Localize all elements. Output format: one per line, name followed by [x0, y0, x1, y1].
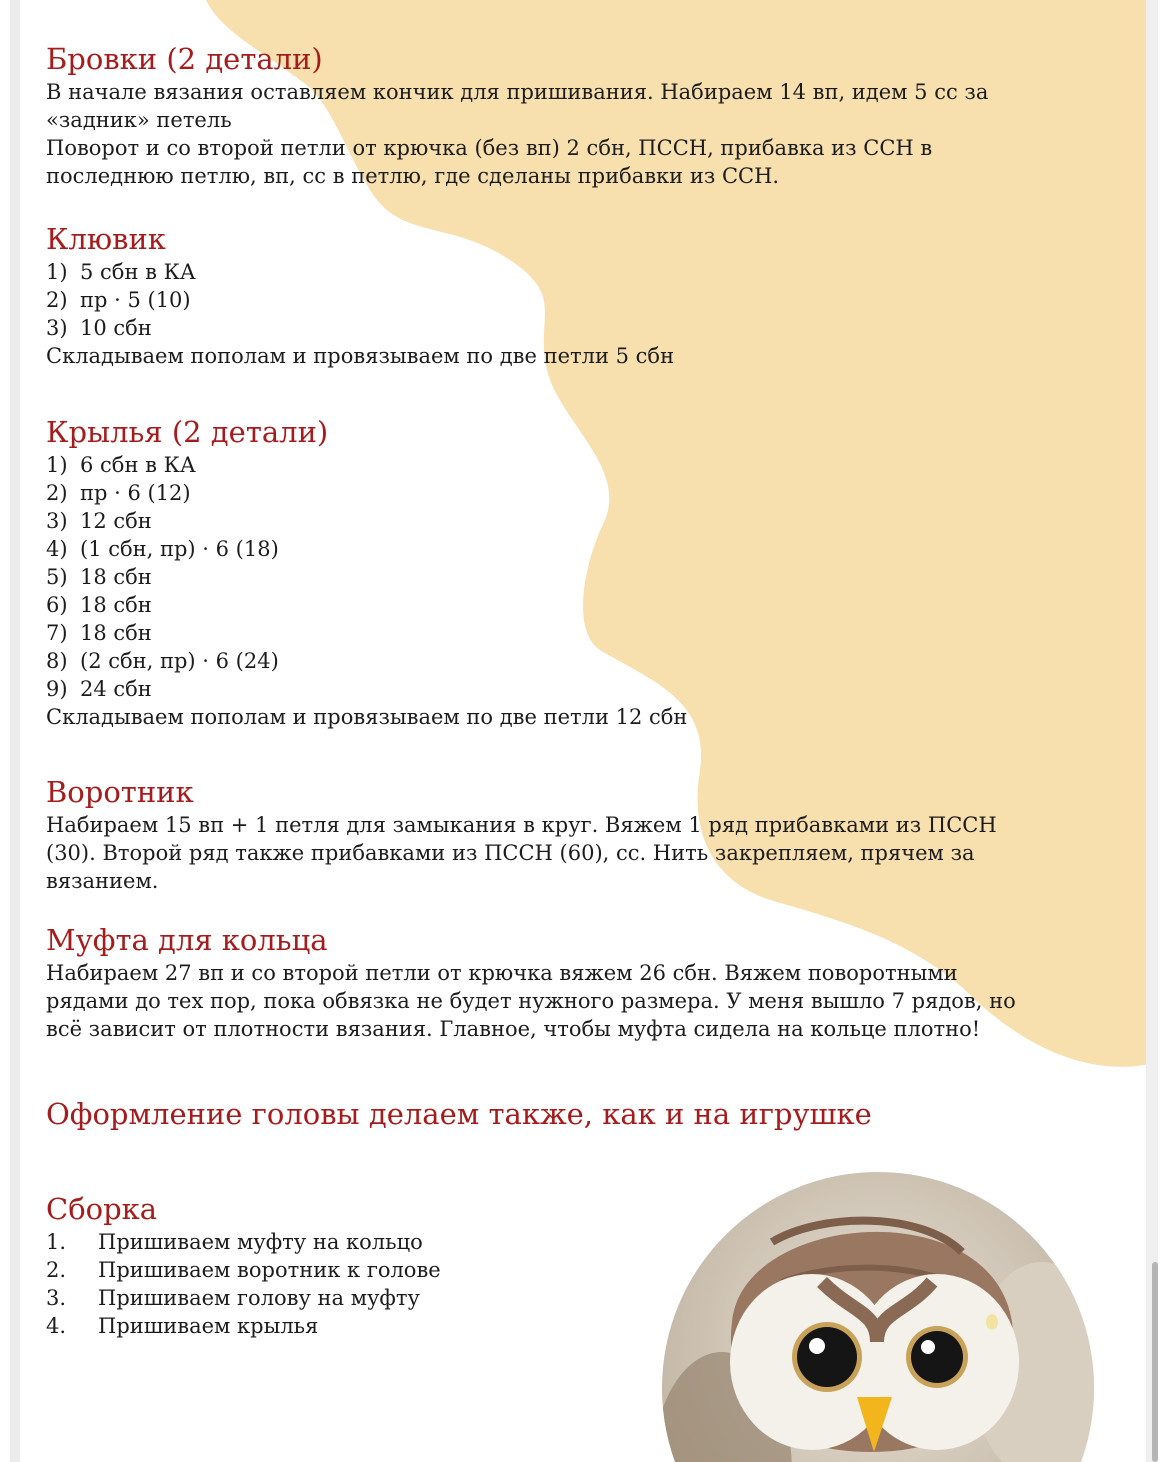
list-item: 1. Пришиваем муфту на кольцо — [46, 1230, 423, 1254]
brows-text-1: В начале вязания оставляем кончик для пришивания. Набираем 14 вп, идем 5 сс за — [46, 80, 989, 104]
list-item: 3. Пришиваем голову на муфту — [46, 1286, 420, 1310]
list-item: 4. Пришиваем крылья — [46, 1314, 319, 1338]
section-title-assembly: Сборка — [46, 1192, 158, 1226]
wings-note: Складываем пополам и провязываем по две петли 12 сбн — [46, 705, 688, 729]
list-item: 3) 10 сбн — [46, 316, 152, 340]
wings-rows — [46, 451, 279, 703]
section-title-brows: Бровки (2 детали) — [46, 42, 323, 76]
sleeve-text-3: всё зависит от плотности вязания. Главное, чтобы муфта сидела на кольце плотно! — [46, 1017, 981, 1041]
scrollbar[interactable] — [1152, 1262, 1158, 1462]
brows-text-4: последнюю петлю, вп, сс в петлю, где сделаны прибавки из ССН. — [46, 164, 780, 188]
list-item: 2) пр · 6 (12) — [46, 481, 191, 505]
collar-text-2: (30). Второй ряд также прибавками из ПССН (60), сс. Нить закрепляем, прячем за — [46, 841, 975, 865]
list-item: 1) 6 сбн в КА — [46, 453, 196, 477]
section-title-head: Оформление головы делаем также, как и на игрушке — [46, 1097, 872, 1131]
section-title-wings: Крылья (2 детали) — [46, 415, 329, 449]
section-title-sleeve: Муфта для кольца — [46, 923, 328, 957]
list-item: 2) пр · 5 (10) — [46, 288, 191, 312]
list-item: 5) 18 сбн — [46, 565, 152, 589]
list-item: 6) 18 сбн — [46, 593, 152, 617]
list-item: 9) 24 сбн — [46, 677, 152, 701]
sleeve-text-2: рядами до тех пор, пока обвязка не будет нужного размера. У меня вышло 7 рядов, но — [46, 989, 1016, 1013]
collar-text-1: Набираем 15 вп + 1 петля для замыкания в круг. Вяжем 1 ряд прибавками из ПССН — [46, 813, 997, 837]
collar-text-3: вязанием. — [46, 869, 159, 893]
section-title-beak: Клювик — [46, 222, 166, 256]
list-item: 7) 18 сбн — [46, 621, 152, 645]
list-item: 3) 12 сбн — [46, 509, 152, 533]
beak-rows — [46, 258, 196, 342]
brows-text-2: «задник» петель — [46, 108, 232, 132]
document-page — [10, 0, 1158, 1462]
list-item: 2. Пришиваем воротник к голове — [46, 1258, 441, 1282]
list-item: 8) (2 сбн, пр) · 6 (24) — [46, 649, 279, 673]
list-item: 4) (1 сбн, пр) · 6 (18) — [46, 537, 279, 561]
sleeve-text-1: Набираем 27 вп и со второй петли от крючка вяжем 26 сбн. Вяжем поворотными — [46, 961, 958, 985]
page-shadow-right — [1146, 0, 1158, 1462]
section-title-collar: Воротник — [46, 775, 194, 809]
brows-text-3: Поворот и со второй петли от крючка (без вп) 2 сбн, ПССН, прибавка из ССН в — [46, 136, 933, 160]
list-item: 1) 5 сбн в КА — [46, 260, 196, 284]
page-shadow-left — [10, 0, 20, 1462]
beak-note: Складываем пополам и провязываем по две петли 5 сбн — [46, 344, 675, 368]
assembly-steps — [46, 1228, 441, 1340]
